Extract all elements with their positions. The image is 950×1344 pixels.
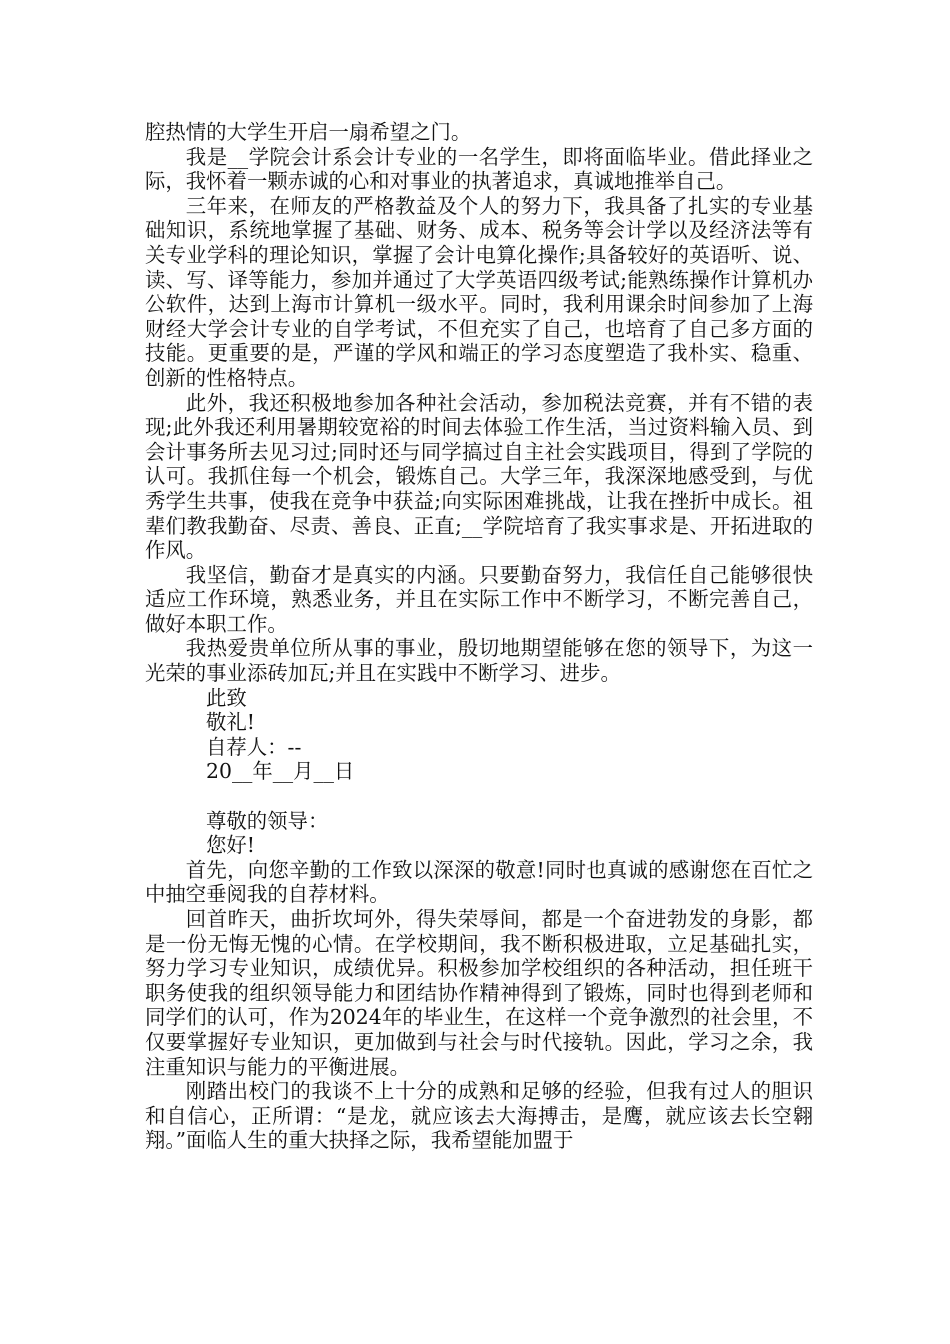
paragraph-introduction: 我是__学院会计系会计专业的一名学生，即将面临毕业。借此择业之际，我怀着一颗赤诚的心和对事业的执著追求，真诚地推举自己。 xyxy=(145,144,813,194)
paragraph-thanks: 首先，向您辛勤的工作致以深深的敬意!同时也真诚的感谢您在百忙之中抽空垂阅我的自荐材料。 xyxy=(145,857,813,907)
paragraph-aspiration: 我热爱贵单位所从事的事业，殷切地期望能够在您的领导下，为这一光荣的事业添砖加瓦;并且在实践中不断学习、进步。 xyxy=(145,636,813,686)
closing-salute-2: 敬礼! xyxy=(206,710,255,735)
signer-line: 自荐人：-- xyxy=(206,734,302,759)
greeting: 尊敬的领导： xyxy=(206,808,329,833)
paragraph-confidence: 刚踏出校门的我谈不上十分的成熟和足够的经验，但我有过人的胆识和自信心，正所谓：“是龙，就应该去大海搏击，是鹰，就应该去长空翱翔。”面临人生的重大抉择之际，我希望能加盟于 xyxy=(145,1079,813,1153)
paragraph-belief: 我坚信，勤奋才是真实的内涵。只要勤奋努力，我信任自己能够很快适应工作环境，熟悉业务，并且在实际工作中不断学习，不断完善自己，做好本职工作。 xyxy=(145,562,813,636)
paragraph-activities: 此外，我还积极地参加各种社会活动，参加税法竞赛，并有不错的表现;此外我还利用暑期较宽裕的时间去体验工作生活，当过资料输入员、到会计事务所去见习过;同时还与同学搞过自主社会实践项目，得到了学院的认可。我抓住每一个机会，锻炼自己。大学三年，我深深地感受到，与优秀学生共事，使我在竞争中获益;向实际困难挑战，让我在挫折中成长。祖辈们教我勤奋、尽责、善良、正直;__学院培育了我实事求是、开拓进取的作风。 xyxy=(145,390,813,563)
paragraph-opening-fragment: 腔热情的大学生开启一扇希望之门。 xyxy=(145,120,472,144)
hello: 您好! xyxy=(206,833,255,858)
paragraph-review: 回首昨天，曲折坎坷外，得失荣辱间，都是一个奋进勃发的身影，都是一份无悔无愧的心情。在学校期间，我不断积极进取，立足基础扎实，努力学习专业知识，成绩优异。积极参加学校组织的各种活动，担任班干职务使我的组织领导能力和团结协作精神得到了锻炼，同时也得到老师和同学们的认可，作为2024年的毕业生，在这样一个竞争激烈的社会里，不仅要掌握好专业知识，更加做到与社会与时代接轨。因此，学习之余，我注重知识与能力的平衡进展。 xyxy=(145,907,813,1079)
closing-salute-1: 此致 xyxy=(206,685,247,710)
document-page xyxy=(145,120,813,1153)
date-line: 20__年__月__日 xyxy=(206,759,355,784)
paragraph-education: 三年来，在师友的严格教益及个人的努力下，我具备了扎实的专业基础知识，系统地掌握了基础、财务、成本、税务等会计学以及经济法等有关专业学科的理论知识，掌握了会计电算化操作;具备较好的英语听、说、读、写、译等能力，参加并通过了大学英语四级考试;能熟练操作计算机办公软件，达到上海市计算机一级水平。同时，我利用课余时间参加了上海财经大学会计专业的自学考试，不但充实了自己，也培育了自己多方面的技能。更重要的是，严谨的学风和端正的学习态度塑造了我朴实、稳重、创新的性格特点。 xyxy=(145,193,813,390)
spacer xyxy=(145,784,813,809)
